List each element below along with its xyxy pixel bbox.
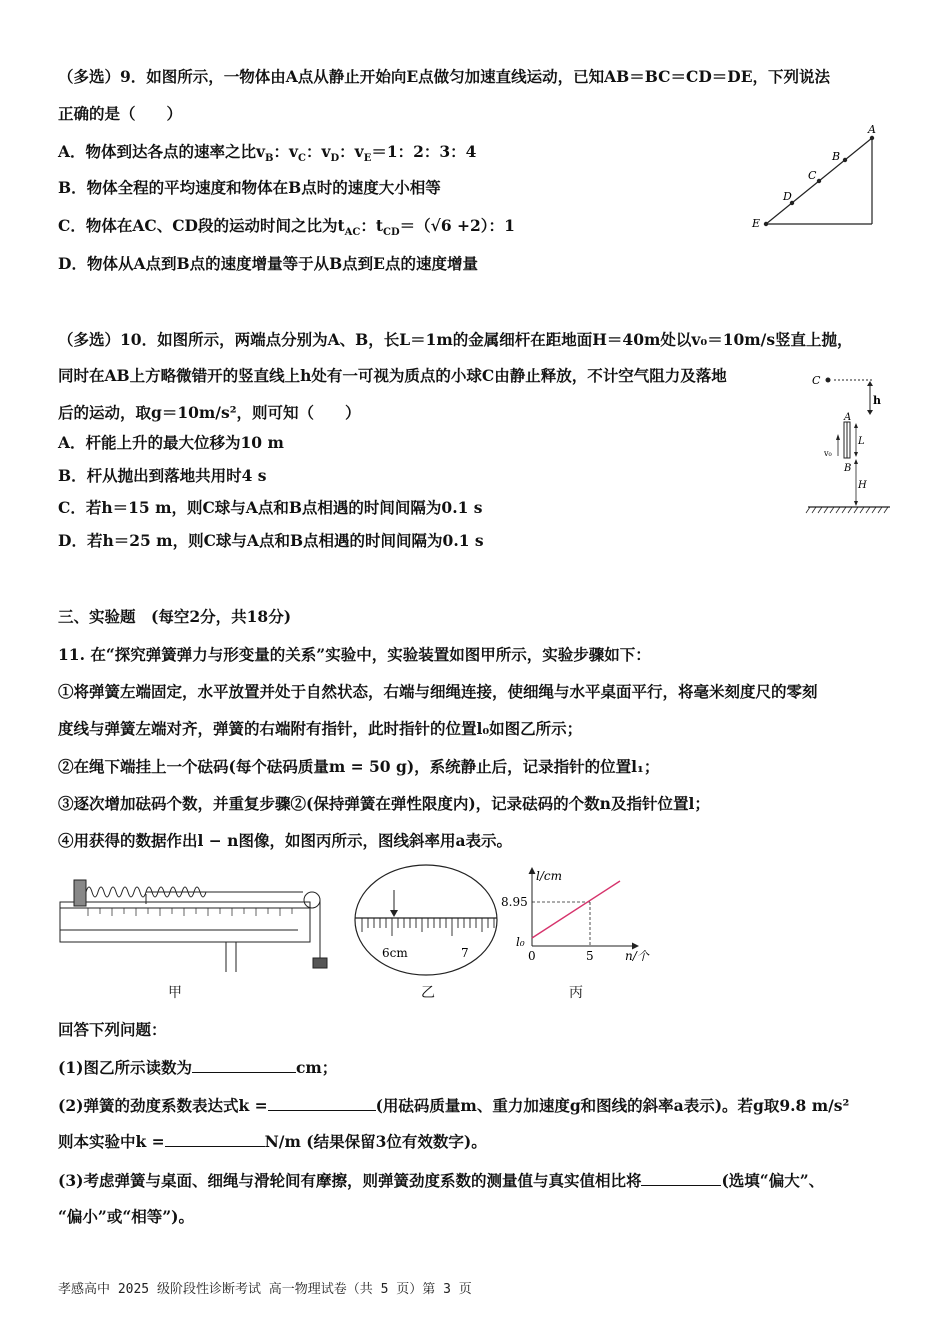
label-a: A: [844, 412, 852, 423]
q11-step2: ②在绳下端挂上一个砝码(每个砝码质量m = 50 g)，系统静止后，记录指针的位置l₁；: [58, 757, 660, 776]
q10-stem-line2: 同时在AB上方略微错开的竖直线上h处有一可视为质点的小球C由静止释放，不计空气阻力及落地: [58, 366, 727, 385]
ruler-label-7: 7: [461, 946, 469, 960]
q9-option-c: C．物体在AC、CD段的运动时间之比为$t_{AC}$：$t_{CD}=(√6 +2)$：1: [58, 216, 515, 239]
answer-intro: 回答下列问题：: [58, 1020, 167, 1039]
ruler-label-6cm: 6cm: [382, 946, 408, 960]
q11-step4: ④用获得的数据作出l − n图像，如图丙所示，图线斜率用a表示。: [58, 831, 512, 850]
caption-bing: 丙: [569, 985, 583, 1001]
answer-3: (3)考虑弹簧与桌面、细绳与滑轮间有摩擦，则弹簧劲度系数的测量值与真实值相比将 (选填“偏大”、: [58, 1171, 825, 1190]
blank-3[interactable]: [165, 1130, 265, 1147]
label-v0: v₀: [824, 449, 832, 458]
q10-option-c: C．若h＝15 m，则C球与A点和B点相遇的时间间隔为0.1 s: [58, 498, 483, 517]
q10-stem-line3: 后的运动，取g＝10m/s²，则可知（ ）: [58, 403, 361, 422]
label-h: h: [873, 394, 881, 407]
q10-option-a: A．杆能上升的最大位移为10 m: [58, 433, 284, 452]
y-tick-8.95: 8.95: [501, 895, 528, 909]
q10-option-b: B．杆从抛出到落地共用时4 s: [58, 466, 267, 485]
q11-step1-line2: 度线与弹簧左端对齐，弹簧的右端附有指针，此时指针的位置l₀如图乙所示；: [58, 719, 583, 738]
x-tick-0: 0: [528, 949, 536, 963]
y-axis-label: l/cm: [536, 869, 562, 883]
answer-1: (1)图乙所示读数为 cm；: [58, 1058, 338, 1077]
q9-stem-line1: （多选）9．如图所示，一物体由A点从静止开始向E点做匀加速直线运动，已知AB＝BC＝CD＝DE，下列说法: [58, 67, 831, 86]
caption-yi: 乙: [421, 985, 435, 1001]
label-c: C: [808, 169, 817, 182]
q9-incline-figure: [748, 120, 888, 232]
label-c: C: [812, 374, 821, 387]
caption-jia: 甲: [168, 985, 182, 1001]
x-tick-5: 5: [586, 949, 594, 963]
q9-stem-line2: 正确的是（ ）: [58, 104, 183, 123]
blank-4[interactable]: [641, 1169, 721, 1186]
q10-rod-figure: [806, 368, 896, 518]
answer-2b: 则本实验中k = N/m (结果保留3位有效数字)。: [58, 1132, 487, 1151]
apparatus-figure: [58, 872, 333, 977]
label-a: A: [868, 123, 876, 136]
answer-2: (2)弹簧的劲度系数表达式k = (用砝码质量m、重力加速度g和图线的斜率a表示)。若g取9.8 m/s²: [58, 1096, 850, 1115]
label-b: B: [832, 150, 841, 163]
blank-1[interactable]: [192, 1056, 296, 1073]
x-axis-label: n/个: [625, 949, 649, 963]
q10-option-d: D．若h＝25 m，则C球与A点和B点相遇的时间间隔为0.1 s: [58, 531, 484, 550]
q11-step1-line1: ①将弹簧左端固定，水平放置并处于自然状态，右端与细绳连接，使细绳与水平桌面平行，将毫米刻度尺的零刻: [58, 682, 818, 701]
label-d: D: [783, 190, 792, 203]
blank-2[interactable]: [268, 1094, 376, 1111]
y-tick-l0: l₀: [516, 935, 525, 949]
data-line: [532, 881, 620, 938]
q11-intro: 11. 在“探究弹簧弹力与形变量的关系”实验中，实验装置如图甲所示，实验步骤如下：: [58, 645, 651, 664]
q9-option-b: B．物体全程的平均速度和物体在B点时的速度大小相等: [58, 178, 441, 197]
section-title: 三、实验题 (每空2分，共18分): [58, 607, 292, 626]
l-n-graph: [501, 862, 655, 972]
label-b: B: [844, 463, 852, 474]
label-e: E: [752, 217, 761, 230]
label-l: L: [858, 436, 865, 447]
ruler-reading-figure: [352, 862, 500, 980]
page-footer: 孝感高中 2025 级阶段性诊断考试 高一物理试卷（共 5 页）第 3 页: [58, 1282, 472, 1297]
q9-option-d: D．物体从A点到B点的速度增量等于从B点到E点的速度增量: [58, 254, 478, 273]
q11-step3: ③逐次增加砝码个数，并重复步骤②(保持弹簧在弹性限度内)，记录砝码的个数n及指针位置l；: [58, 794, 710, 813]
answer-3b: “偏小”或“相等”)。: [58, 1207, 194, 1226]
q10-stem-line1: （多选）10．如图所示，两端点分别为A、B，长L＝1m的金属细杆在距地面H＝40m处以v₀＝10m/s竖直上抛，: [58, 330, 853, 349]
label-hh: H: [858, 480, 867, 491]
q9-option-a: A．物体到达各点的速率之比$v_B$：$v_C$：$v_D$：$v_E=1$：2：3：4: [58, 142, 477, 165]
